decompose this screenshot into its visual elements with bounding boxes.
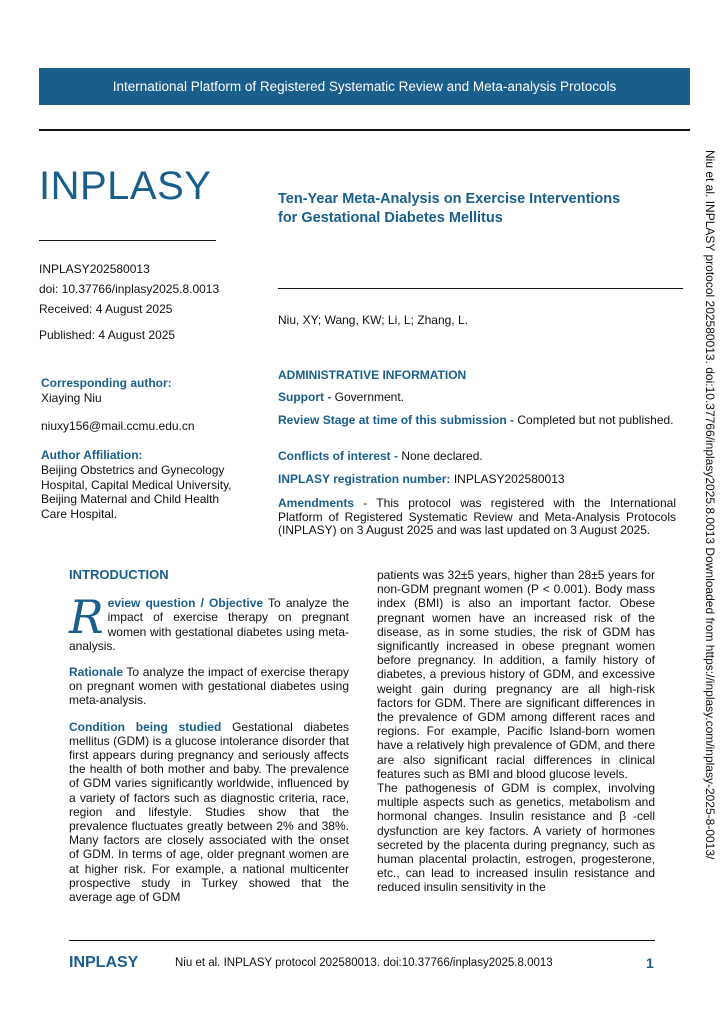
article-title	[278, 190, 678, 228]
affiliation-text: Beijing Obstetrics and Gynecology Hospital, Capital Medical University, Beijing Maternal and Child Health Care Hospital.	[41, 463, 232, 521]
condition-paragraph	[69, 720, 349, 905]
doi: doi: 10.37766/inplasy2025.8.0013	[39, 282, 220, 296]
amendments-key: Amendments	[278, 496, 355, 510]
registration-line	[278, 473, 676, 487]
rationale-paragraph	[69, 665, 349, 708]
support-key: Support -	[278, 390, 335, 404]
title-line-2: for Gestational Diabetes Mellitus	[278, 210, 503, 226]
published-date: Published: 4 August 2025	[39, 328, 176, 342]
registration-key: INPLASY registration number:	[278, 472, 454, 486]
drop-cap: R	[69, 590, 104, 645]
received-date: Received: 4 August 2025	[39, 302, 173, 316]
review-question-key: eview question / Objective	[107, 596, 264, 611]
banner-text: International Platform of Registered Systematic Review and Meta-analysis Protocols	[112, 79, 617, 94]
stage-value: Completed but not published.	[517, 413, 674, 427]
conflicts-value: None declared.	[401, 449, 483, 463]
support-value: Government.	[334, 390, 405, 404]
logo-rule	[39, 240, 216, 241]
affiliation-heading: Author Affiliation:	[41, 448, 143, 462]
conflicts-line	[278, 450, 676, 464]
rationale-text: To analyze the impact of exercise therapy on pregnant women with gestational diabetes using meta-analysis.	[69, 665, 349, 708]
registration-value: INPLASY202580013	[453, 472, 565, 486]
condition-text: Gestational diabetes mellitus (GDM) is a glucose intolerance disorder that first appears during pregnancy and seriously affects the health of both mother and baby. The prevalence of GDM varies significantly worldwide, influenced by a variety of factors such as diagnostic criteria, race, region and lifestyle. Studies show that the prevalence fluctuates greatly between 2% and 38%. Many factors are closely associated with the onset of GDM. In terms of age, older pregnant women are at higher risk. For example, a national multicenter prospective study in Turkey showed that the average age of GDM	[69, 719, 349, 905]
footer-rule	[69, 940, 655, 941]
page-number: 1	[646, 955, 654, 971]
corresponding-heading: Corresponding author:	[41, 376, 172, 390]
corresponding-email: niuxy156@mail.ccmu.edu.cn	[41, 419, 195, 433]
amendments-value: - This protocol was registered with the International Platform of Registered Systematic Review and Meta-Analysis Protocols (INPLASY) on 3 August 2025 and was last updated on 3 August 2025.	[278, 496, 676, 537]
review-question-paragraph	[69, 590, 349, 653]
protocol-id: INPLASY202580013	[39, 262, 150, 276]
corresponding-name: Xiaying Niu	[41, 391, 102, 405]
title-rule	[278, 288, 683, 289]
header-banner	[39, 68, 690, 105]
introduction-heading: INTRODUCTION	[69, 567, 169, 582]
amendments-line	[278, 497, 676, 538]
stage-line	[278, 414, 676, 428]
right-paragraph-1: patients was 32±5 years, higher than 28±5 years for non-GDM pregnant women (P < 0.001). Body mass index (BMI) is also an important factor. Obese pregnant women have an increased risk of the disease, as in some studies, the risk of GDM has significantly increased in obese pregnant women before pregnancy. In addition, a family history of diabetes, a previous history of GDM, and excessive weight gain during pregnancy are all high-risk factors for GDM. There are significant differences in the prevalence of GDM among different races and regions. For example, Pacific Island-born women have a relatively high prevalence of GDM, and there are also significant racial differences in clinical features such as BMI and blood glucose levels.	[377, 568, 655, 781]
journal-logo: INPLASY	[39, 164, 212, 208]
right-column	[377, 568, 655, 895]
conflicts-key: Conflicts of interest -	[278, 449, 402, 463]
author-list: Niu, XY; Wang, KW; Li, L; Zhang, L.	[278, 313, 468, 327]
rationale-key: Rationale	[69, 665, 124, 680]
footer-citation: Niu et al. INPLASY protocol 202580013. doi:10.37766/inplasy2025.8.0013	[175, 957, 553, 969]
title-line-1: Ten-Year Meta-Analysis on Exercise Interventions	[278, 191, 621, 207]
review-question-text: To analyze the impact of exercise therapy on pregnant women with gestational diabetes using meta-analysis.	[69, 596, 349, 653]
vertical-download-note: Niu et al. INPLASY protocol 202580013. doi:10.37766/inplasy2025.8.0013 Downloaded from https://inplasy.com/inplasy-2025-8-0013/	[703, 150, 717, 860]
header-rule	[39, 129, 690, 131]
stage-key: Review Stage at time of this submission -	[278, 413, 518, 427]
support-line	[278, 391, 676, 405]
admin-heading: ADMINISTRATIVE INFORMATION	[278, 368, 467, 382]
condition-key: Condition being studied	[69, 719, 222, 734]
left-column	[69, 568, 349, 916]
footer-logo: INPLASY	[69, 954, 139, 971]
right-paragraph-2: The pathogenesis of GDM is complex, involving multiple aspects such as genetics, metabolism and hormonal changes. Insulin resistance and β -cell dysfunction are key factors. A variety of hormones secreted by the placenta during pregnancy, such as human placental prolactin, estrogen, progesterone, etc., can lead to increased insulin resistance and reduced insulin sensitivity in the	[377, 781, 655, 895]
